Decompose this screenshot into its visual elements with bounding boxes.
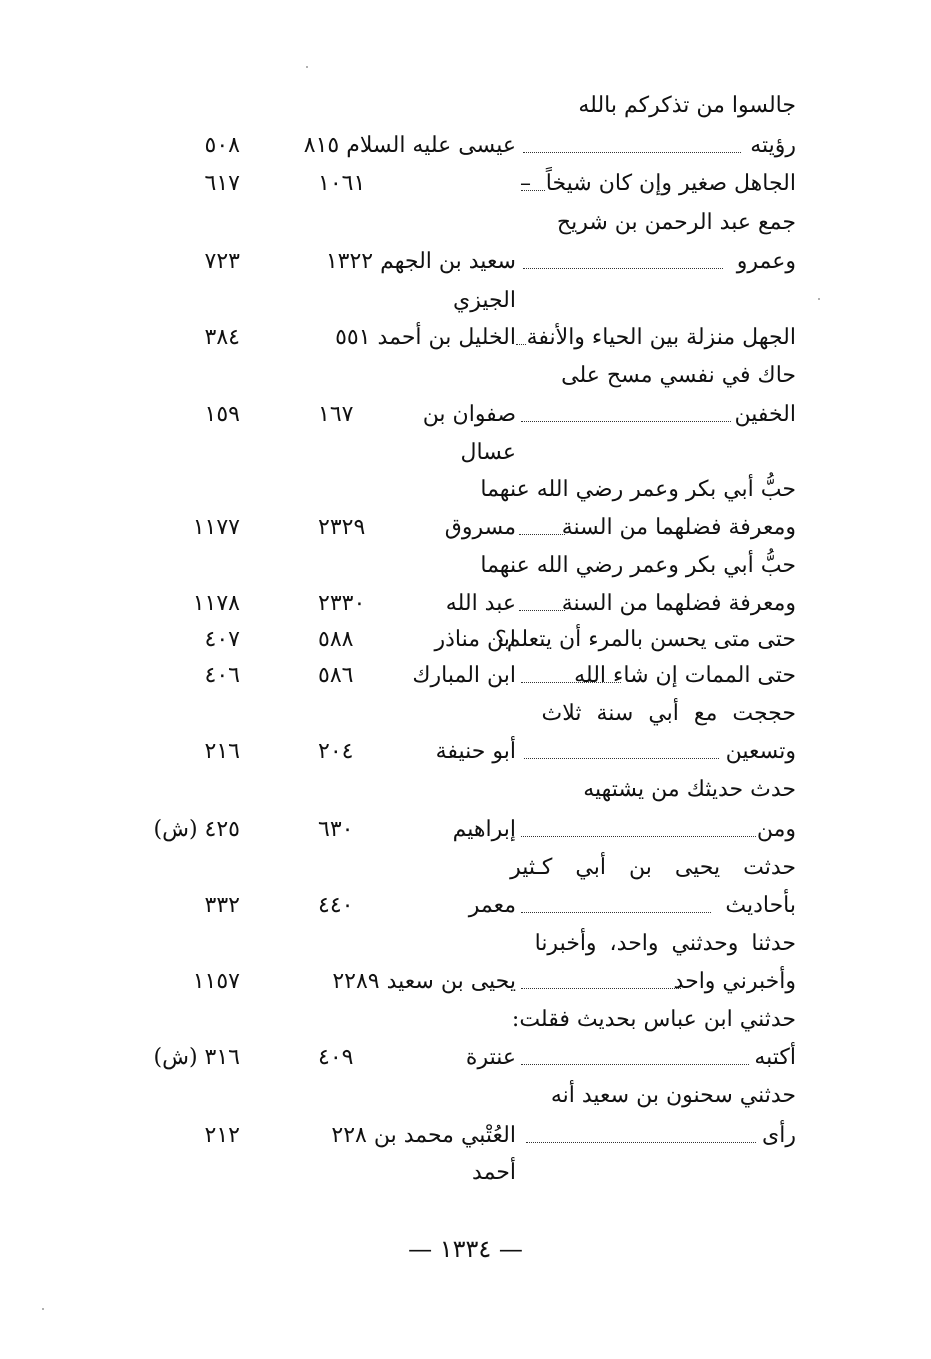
- index-phrase: حججت مع أبي سنة ثلاث: [541, 701, 796, 726]
- list-item: [0, 320, 931, 356]
- page-number: ١٥٩: [204, 402, 240, 427]
- dot-leader: [521, 421, 731, 422]
- index-phrase: ومن: [756, 817, 796, 842]
- dot-leader: [516, 344, 526, 345]
- page-number: ٤٢٥ (ش): [153, 817, 240, 842]
- list-item: [0, 435, 931, 471]
- index-phrase: وعمرو: [736, 249, 796, 274]
- list-item: [0, 128, 931, 164]
- page-footer-number: — ١٣٣٤ —: [408, 1235, 523, 1263]
- list-item: [0, 812, 931, 848]
- index-narrator: عيسى عليه السلام ٨١٥: [303, 133, 516, 158]
- list-item: [0, 586, 931, 622]
- narrator-continuation: الجيزي: [452, 288, 516, 313]
- list-item: [0, 734, 931, 770]
- index-phrase: جالسوا من تذكركم بالله: [578, 93, 796, 118]
- index-narrator: عنترة: [465, 1045, 516, 1070]
- index-phrase: ومعرفة فضلهما من السنة: [561, 591, 796, 616]
- hadith-number: ١٦٧: [318, 402, 354, 427]
- list-item: [0, 205, 931, 241]
- index-phrase: حبُّ أبي بكر وعمر رضي الله عنهما: [480, 553, 796, 578]
- list-item: [0, 1155, 931, 1191]
- hadith-number: ٢٠٤: [318, 739, 354, 764]
- page-number: ١١٧٨: [192, 591, 240, 616]
- index-phrase: الجاهل صغير وإن كان شيخاً: [545, 171, 796, 196]
- page-number: ٢١٦: [204, 739, 240, 764]
- page-number: ٣٨٤: [204, 325, 240, 350]
- list-item: [0, 926, 931, 962]
- index-narrator: أبو حنيفة: [435, 739, 516, 764]
- dot-leader: [519, 534, 565, 535]
- list-item: [0, 850, 931, 886]
- hadith-number: ٢٣٢٩: [318, 515, 366, 540]
- dot-leader: [521, 1064, 749, 1065]
- index-phrase: حدثني سحنون بن سعيد أنه: [550, 1083, 796, 1108]
- list-item: [0, 658, 931, 694]
- hadith-number: ١٠٦١: [318, 171, 366, 196]
- index-phrase: الجهل منزلة بين الحياء والأنفة: [526, 325, 796, 350]
- dot-leader: [523, 268, 723, 269]
- page-number: ٣١٦ (ش): [153, 1045, 240, 1070]
- index-phrase: بأحاديث: [725, 893, 796, 918]
- scan-speck: [818, 298, 820, 300]
- page-number: ٧٢٣: [204, 249, 240, 274]
- index-phrase: حاك في نفسي مسح على: [561, 363, 796, 388]
- index-narrator: مسروق: [444, 515, 516, 540]
- hadith-number: ٤٤٠: [318, 893, 354, 918]
- page-number: ١١٧٧: [192, 515, 240, 540]
- list-item: [0, 244, 931, 280]
- list-item: [0, 1040, 931, 1076]
- dot-leader: [521, 912, 711, 913]
- index-narrator: –: [520, 171, 531, 196]
- index-phrase: أكتبه: [754, 1045, 796, 1070]
- index-phrase: الخفين: [734, 402, 796, 427]
- list-item: [0, 88, 931, 124]
- dot-leader: [524, 758, 719, 759]
- list-item: [0, 1002, 931, 1038]
- index-phrase: حدثني ابن عباس بحديث فقلت:: [511, 1007, 796, 1032]
- hadith-number: ٥٨٦: [318, 663, 354, 688]
- list-item: [0, 510, 931, 546]
- page-number: ٤٠٦: [204, 663, 240, 688]
- page-number: ٣٣٢: [204, 893, 240, 918]
- index-phrase: حتى الممات إن شاء الله: [574, 663, 796, 688]
- index-narrator: سعيد بن الجهم ١٣٢٢: [325, 249, 516, 274]
- page-number: ١١٥٧: [192, 969, 240, 994]
- list-item: [0, 1078, 931, 1114]
- dot-leader: [523, 152, 741, 153]
- page-number: ٤٠٧: [204, 627, 240, 652]
- hadith-number: ٢٣٣٠: [318, 591, 366, 616]
- index-narrator: عبد الله: [445, 591, 516, 616]
- index-narrator: يحيى بن سعيد ٢٢٨٩: [332, 969, 516, 994]
- list-item: [0, 548, 931, 584]
- dot-leader: [526, 1142, 756, 1143]
- index-narrator: معمر: [468, 893, 516, 918]
- index-phrase: جمع عبد الرحمن بن شريح: [556, 210, 796, 235]
- index-phrase: رؤيته: [750, 133, 796, 158]
- scan-speck: [42, 1308, 44, 1310]
- list-item: [0, 472, 931, 508]
- list-item: [0, 1118, 931, 1154]
- list-item: [0, 696, 931, 732]
- list-item: [0, 622, 931, 658]
- index-narrator: صفوان بن: [422, 402, 516, 427]
- hadith-number: ٥٨٨: [318, 627, 354, 652]
- index-phrase: ومعرفة فضلهما من السنة: [561, 515, 796, 540]
- narrator-continuation: أحمد: [472, 1160, 516, 1185]
- index-phrase: حتى متى يحسن بالمرء أن يتعلم؟: [495, 627, 796, 652]
- dot-leader: [521, 836, 756, 837]
- list-item: [0, 283, 931, 319]
- index-narrator: الخليل بن أحمد ٥٥١: [335, 325, 516, 350]
- index-narrator: العُتْبي محمد بن ٢٢٨: [331, 1123, 516, 1148]
- list-item: [0, 166, 931, 202]
- page-number: ٢١٢: [204, 1123, 240, 1148]
- hadith-number: ٤٠٩: [318, 1045, 354, 1070]
- list-item: [0, 358, 931, 394]
- list-item: [0, 397, 931, 433]
- index-phrase: حدثت يحيى بن أبي كـثير: [510, 855, 796, 880]
- dot-leader: [521, 682, 621, 683]
- dot-leader: [519, 610, 565, 611]
- narrator-continuation: عسال: [460, 440, 516, 465]
- index-phrase: حدث حديثك من يشتهيه: [583, 777, 796, 802]
- index-phrase: حدثنا وحدثني واحد، وأخبرنا: [534, 931, 796, 956]
- scan-speck: [306, 66, 308, 68]
- index-narrator: ابن مناذر: [434, 627, 516, 652]
- page-number: ٥٠٨: [204, 133, 240, 158]
- index-phrase: وأخبرني واحد: [673, 969, 796, 994]
- index-phrase: وتسعين: [725, 739, 796, 764]
- hadith-number: ٦٣٠: [318, 817, 354, 842]
- index-narrator: ابن المبارك: [412, 663, 516, 688]
- dot-leader: [521, 988, 681, 989]
- list-item: [0, 888, 931, 924]
- page-number: ٦١٧: [204, 171, 240, 196]
- index-phrase: رأى: [762, 1123, 796, 1148]
- list-item: [0, 964, 931, 1000]
- index-narrator: إبراهيم: [452, 817, 516, 842]
- index-phrase: حبُّ أبي بكر وعمر رضي الله عنهما: [480, 477, 796, 502]
- list-item: [0, 772, 931, 808]
